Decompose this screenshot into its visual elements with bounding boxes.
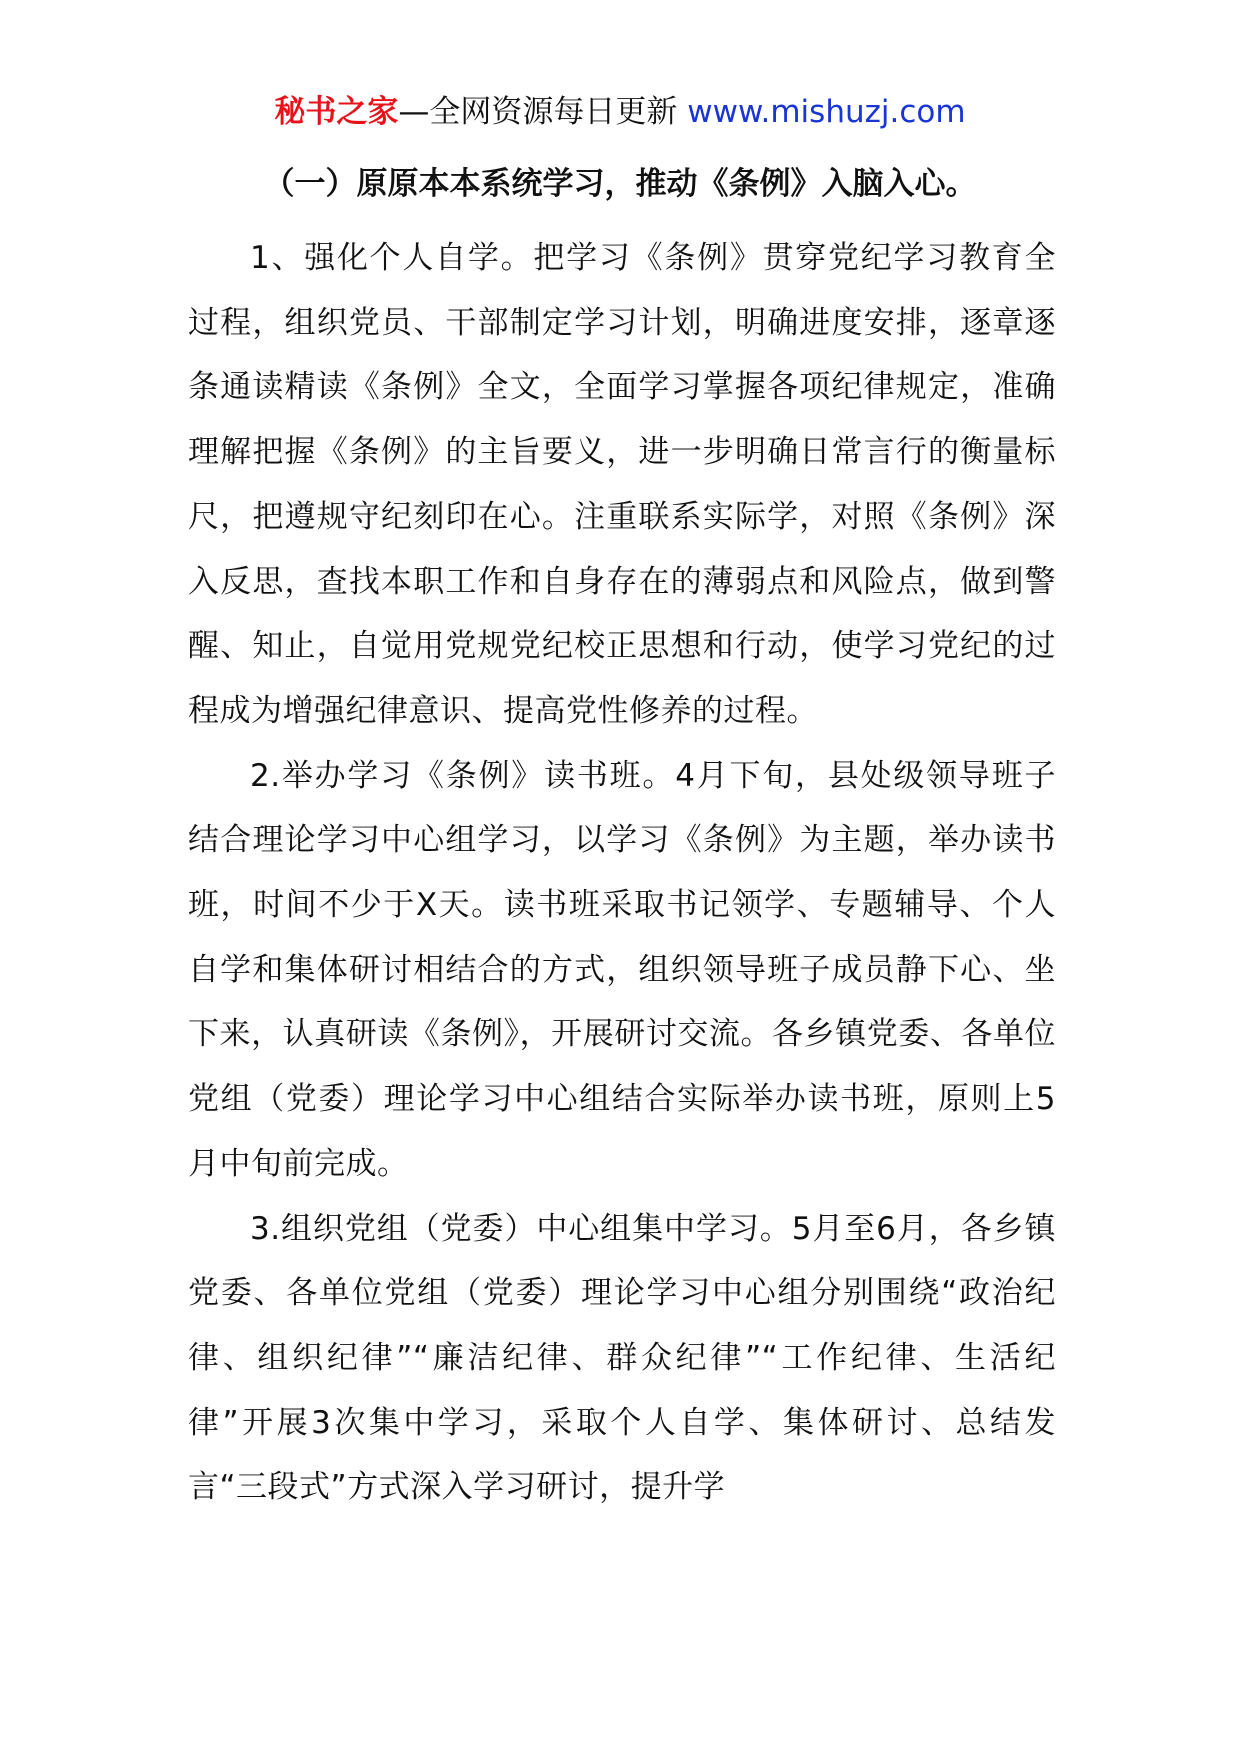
site-slogan: —全网资源每日更新 bbox=[398, 94, 688, 130]
paragraph-reading-class: 2.举办学习《条例》读书班。4月下旬，县处级领导班子结合理论学习中心组学习，以学习《条例》为主题，举办读书班，时间不少于X天。读书班采取书记领学、专题辅导、个人自学和集体研讨相结合的方式，组织领导班子成员静下心、坐下来，认真研读《条例》，开展研讨交流。各乡镇党委、各单位党组（党委）理论学习中心组结合实际举办读书班，原则上5月中旬前完成。 bbox=[188, 757, 1056, 1182]
document-body bbox=[188, 226, 1056, 1520]
site-brand: 秘书之家 bbox=[274, 94, 399, 130]
paragraph-group-study: 3.组织党组（党委）中心组集中学习。5月至6月，各乡镇党委、各单位党组（党委）理论学习中心组分别围绕“政治纪律、组织纪律”“廉洁纪律、群众纪律”“工作纪律、生活纪律”开展3次集中学习，采取个人自学、集体研讨、总结发言“三段式”方式深入学习研讨，提升学 bbox=[188, 1210, 1056, 1506]
site-url-link[interactable]: www.mishuzj.com bbox=[687, 94, 966, 130]
site-header bbox=[0, 88, 1240, 136]
paragraph-self-study: 1、强化个人自学。把学习《条例》贯穿党纪学习教育全过程，组织党员、干部制定学习计划，明确进度安排，逐章逐条通读精读《条例》全文，全面学习掌握各项纪律规定，准确理解把握《条例》的主旨要义，进一步明确日常言行的衡量标尺，把遵规守纪刻印在心。注重联系实际学，对照《条例》深入反思，查找本职工作和自身存在的薄弱点和风险点，做到警醒、知止，自觉用党规党纪校正思想和行动，使学习党纪的过程成为增强纪律意识、提高党性修养的过程。 bbox=[188, 240, 1056, 729]
section-heading: （一）原原本本系统学习，推动《条例》入脑入心。 bbox=[263, 166, 977, 202]
